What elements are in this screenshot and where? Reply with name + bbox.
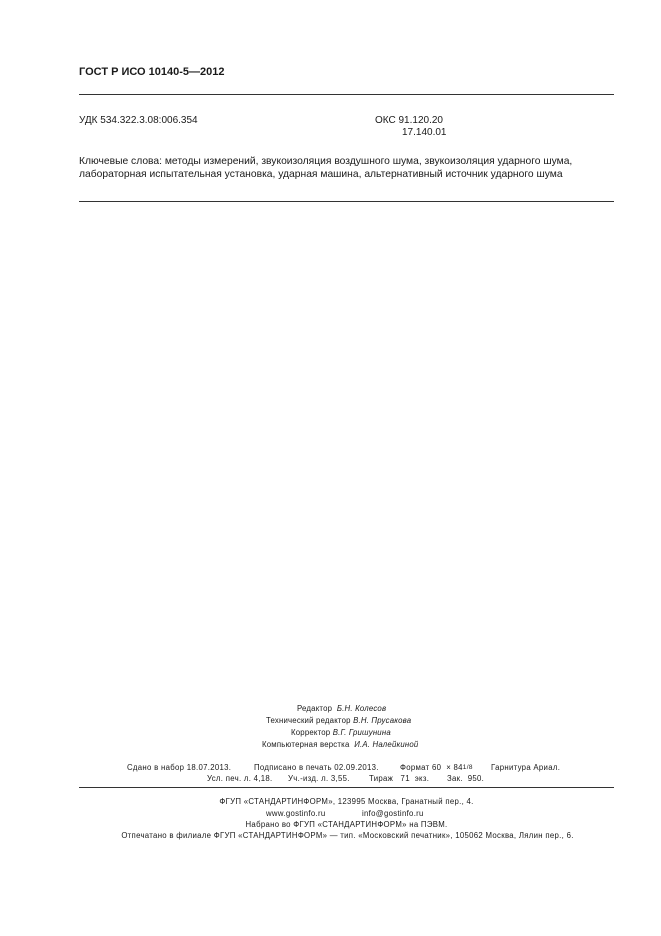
publisher-website: www.gostinfo.ru	[266, 809, 326, 818]
credit-corrector	[291, 728, 391, 737]
credit-role: Редактор	[297, 704, 333, 713]
credit-editor	[297, 704, 386, 713]
credit-tech-editor	[266, 716, 411, 725]
format-84: 84	[453, 763, 463, 772]
credit-name: В.Н. Прусакова	[353, 716, 412, 725]
print-signed: Подписано в печать 02.09.2013.	[254, 763, 379, 772]
print-font: Гарнитура Ариал.	[491, 763, 561, 772]
keywords-block	[79, 155, 572, 181]
standard-id: ГОСТ Р ИСО 10140-5—2012	[79, 66, 225, 78]
keywords-line-1: Ключевые слова: методы измерений, звукоизоляция воздушного шума, звукоизоляция ударного шума,	[79, 156, 573, 167]
credit-role: Технический редактор	[266, 716, 351, 725]
credit-role: Компьютерная верстка	[262, 740, 350, 749]
format-times: ×	[446, 763, 452, 772]
keywords-divider	[79, 201, 614, 202]
publisher-address: ФГУП «СТАНДАРТИНФОРМ», 123995 Москва, Гранатный пер., 4.	[219, 797, 474, 806]
credit-name: И.А. Налейкиной	[354, 740, 419, 749]
oks-code-1: ОКС 91.120.20	[375, 115, 443, 126]
print-uch: Уч.-изд. л. 3,55.	[288, 774, 350, 783]
credit-name: В.Г. Гришунина	[332, 728, 391, 737]
oks-code-2: 17.140.01	[402, 127, 447, 138]
publisher-divider	[79, 787, 614, 788]
print-format	[400, 763, 473, 772]
credit-name: Б.Н. Колесов	[336, 704, 387, 713]
publisher-typeset: Набрано во ФГУП «СТАНДАРТИНФОРМ» на ПЭВМ.	[245, 820, 448, 829]
publisher-email: info@gostinfo.ru	[362, 809, 424, 818]
publisher-printed: Отпечатано в филиале ФГУП «СТАНДАРТИНФОРМ» — тип. «Московский печатник», 105062 Москва, Лялин пер., 6.	[121, 831, 574, 840]
credit-role: Корректор	[291, 728, 331, 737]
print-sent: Сдано в набор 18.07.2013.	[127, 763, 232, 772]
format-fraction: 1/8	[462, 764, 473, 771]
print-usl: Усл. печ. л. 4,18.	[207, 774, 273, 783]
format-prefix: Формат 60	[400, 763, 442, 772]
keywords-line-2: лабораторная испытательная установка, ударная машина, альтернативный источник ударного шума	[79, 169, 563, 180]
header-divider	[79, 94, 614, 95]
print-tirazh: Тираж 71 экз.	[369, 774, 430, 783]
udk-code: УДК 534.322.3.08:006.354	[79, 115, 198, 126]
credit-layout	[262, 740, 418, 749]
print-zak: Зак. 950.	[447, 774, 485, 783]
